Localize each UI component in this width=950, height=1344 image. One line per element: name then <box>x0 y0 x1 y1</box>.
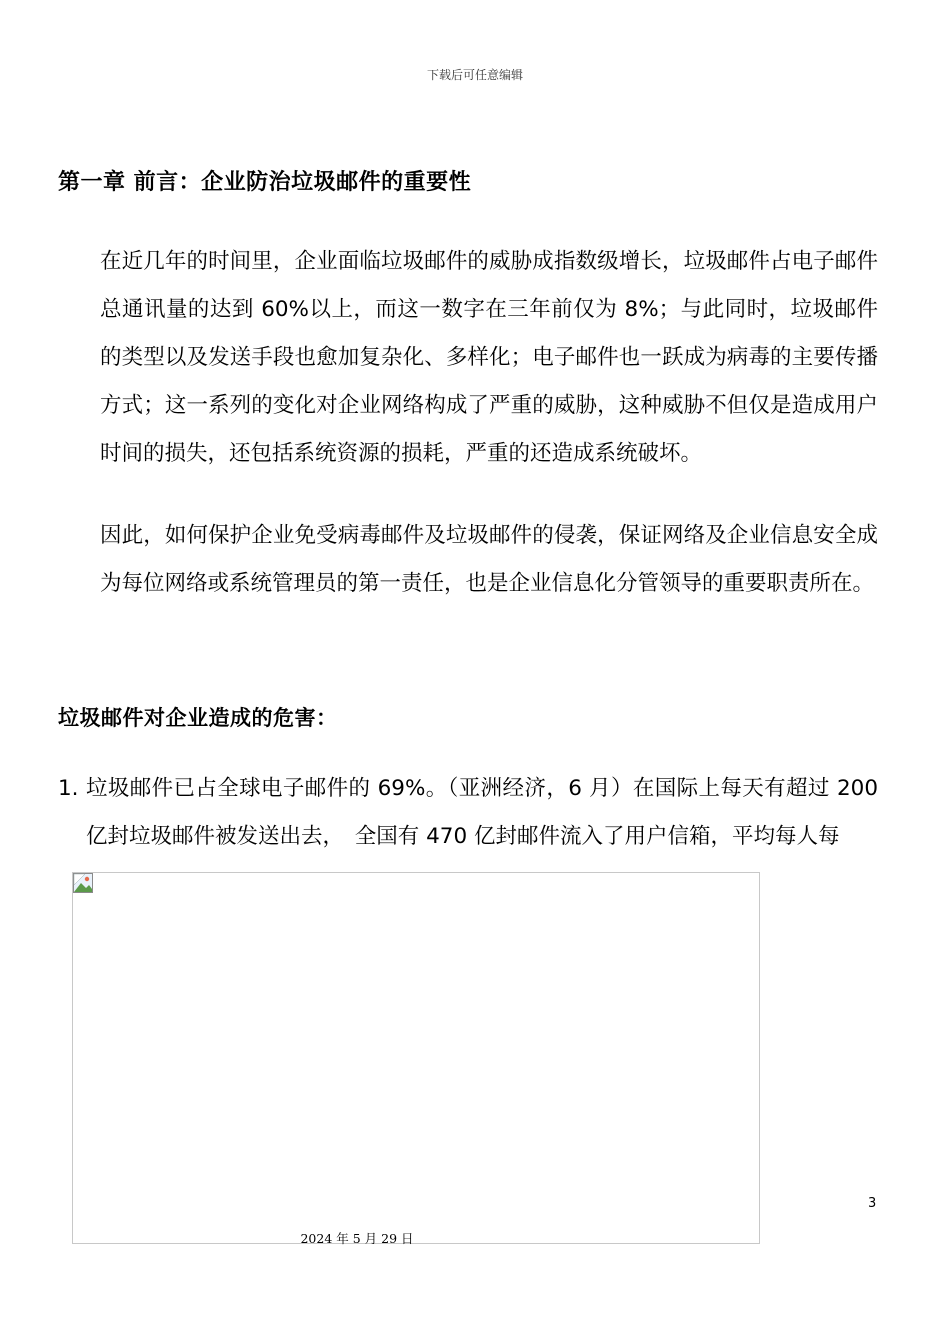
section-title: 垃圾邮件对企业造成的危害： <box>58 706 338 730</box>
header-note: 下载后可任意编辑 <box>426 68 523 82</box>
broken-image-icon <box>73 873 93 893</box>
paragraph-1: 在近几年的时间里，企业面临垃圾邮件的威胁成指数级增长，垃圾邮件占电子邮件总通讯量的达到 60%以上，而这一数字在三年前仅为 8%；与此同时，垃圾邮件的类型以及发送手段也愈加复杂化、多样化；电子邮件也一跃成为病毒的主要传播方式；这一系列的变化对企业网络构成了严重的威胁，这种威胁不但仅是造成用户时间的损失，还包括系统资源的损耗，严重的还造成系统破坏。 <box>100 249 878 466</box>
list-number: 1. <box>58 776 79 801</box>
list-text: 垃圾邮件已占全球电子邮件的 69%。（亚洲经济，6 月）在国际上每天有超过 200 亿封垃圾邮件被发送出去， 全国有 470 亿封邮件流入了用户信箱，平均每人每 <box>86 776 878 849</box>
chapter-title: 第一章 前言：企业防治垃圾邮件的重要性 <box>58 170 472 195</box>
footer-date: 2024 年 5 月 29 日 <box>300 1231 414 1246</box>
image-placeholder <box>72 872 760 1244</box>
paragraph-2: 因此，如何保护企业免受病毒邮件及垃圾邮件的侵袭，保证网络及企业信息安全成为每位网络或系统管理员的第一责任，也是企业信息化分管领导的重要职责所在。 <box>100 523 878 596</box>
page-number: 3 <box>868 1196 877 1211</box>
